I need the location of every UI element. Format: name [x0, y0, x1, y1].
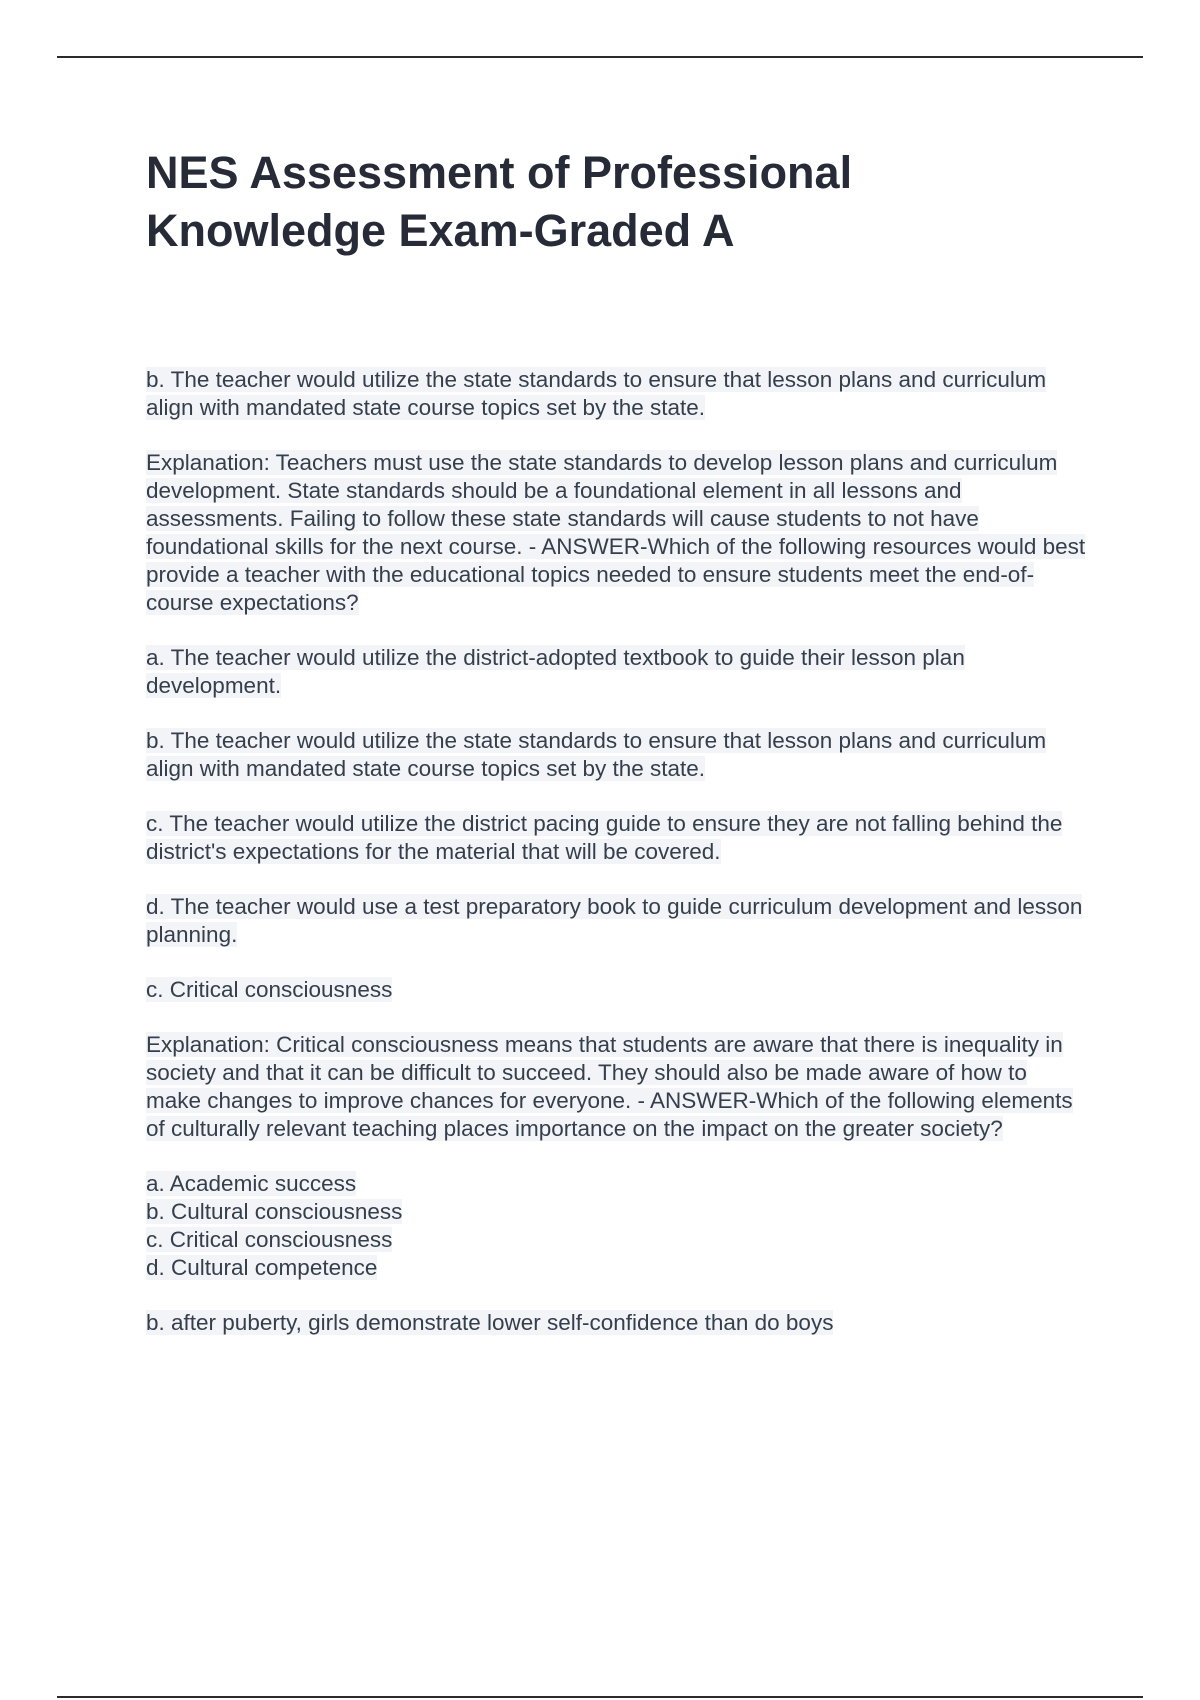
bottom-divider — [57, 1696, 1143, 1698]
options-list — [146, 1170, 1086, 1282]
list-item: c. Critical consciousness — [146, 1227, 393, 1252]
paragraph-answer-b-state-standards: b. The teacher would utilize the state standards to ensure that lesson plans and curriculum align with mandated state course topics set by the state. — [146, 367, 1047, 420]
paragraph-answer-c-critical-consciousness: c. Critical consciousness — [146, 977, 393, 1002]
list-item: d. Cultural competence — [146, 1255, 378, 1280]
paragraph-option-c-pacing-guide: c. The teacher would utilize the district pacing guide to ensure they are not falling behind the district's expectations for the material that will be covered. — [146, 811, 1063, 864]
list-item: b. Cultural consciousness — [146, 1199, 403, 1224]
paragraph-option-d-test-prep: d. The teacher would use a test preparatory book to guide curriculum development and lesson planning. — [146, 894, 1083, 947]
paragraph-explanation-critical-consciousness: Explanation: Critical consciousness means that students are aware that there is inequality in society and that it can be difficult to succeed. They should also be made aware of how to make changes to improve chances for everyone. - ANSWER-Which of the following elements of culturally relevant teaching places importance on the impact on the greater society? — [146, 1032, 1073, 1141]
list-item: a. Academic success — [146, 1171, 357, 1196]
page-title: NES Assessment of Professional Knowledge Exam-Graded A — [146, 147, 853, 256]
document-body — [146, 366, 1086, 1364]
paragraph-explanation-state-standards: Explanation: Teachers must use the state standards to develop lesson plans and curriculum development. State standards should be a foundational element in all lessons and assessments. Failing to follow these state standards will cause students to not have foundational skills for the next course. - ANSWER-Which of the following resources would best provide a teacher with the educational topics needed to ensure students meet the end-of-course expectations? — [146, 450, 1086, 615]
top-divider — [57, 56, 1143, 58]
paragraph-option-a-textbook: a. The teacher would utilize the district-adopted textbook to guide their lesson plan development. — [146, 645, 965, 698]
paragraph-answer-b-puberty: b. after puberty, girls demonstrate lower self-confidence than do boys — [146, 1310, 834, 1335]
paragraph-option-b-state-standards: b. The teacher would utilize the state standards to ensure that lesson plans and curriculum align with mandated state course topics set by the state. — [146, 728, 1047, 781]
